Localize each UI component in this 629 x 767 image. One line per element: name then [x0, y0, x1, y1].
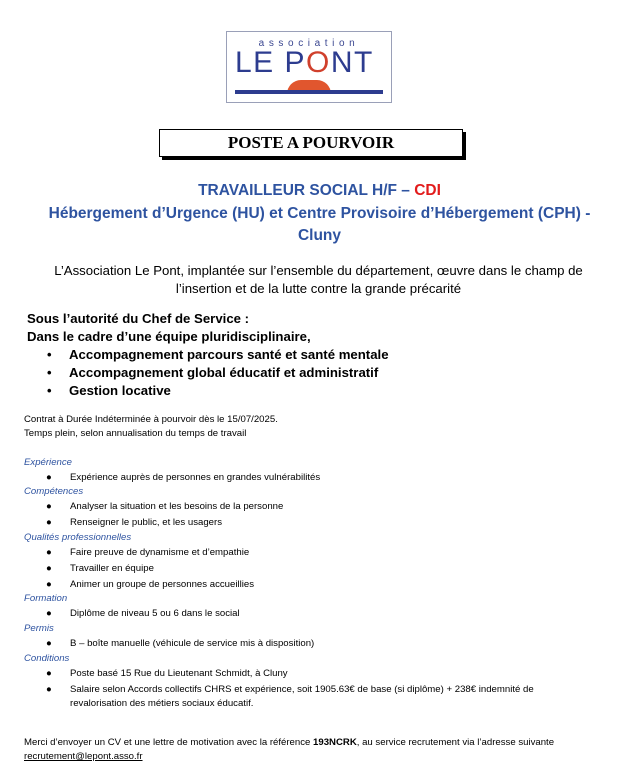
association-logo: [226, 31, 392, 103]
contract-line: Contrat à Durée Indéterminée à pourvoir dès le 15/07/2025.: [24, 414, 278, 425]
intro-line: L’Association Le Pont, implantée sur l’ensemble du département, œuvre dans le champ de: [54, 263, 583, 278]
logo-name-part2: NT: [330, 46, 374, 79]
section-label-conditions: Conditions: [24, 653, 70, 664]
job-location-line: Hébergement d’Urgence (HU) et Centre Provisoire d’Hébergement (CPH) -: [48, 205, 591, 222]
section-label-competences: Compétences: [24, 486, 84, 497]
post-title-box: POSTE A POURVOIR: [159, 129, 463, 157]
logo-name-o: O: [306, 46, 331, 79]
footer-text: , au service recrutement via l’adresse suivante: [356, 737, 555, 748]
job-city: Cluny: [297, 227, 342, 244]
bullet-icon: ●: [46, 472, 52, 483]
contract-type-badge: CDI: [414, 182, 441, 199]
list-item: Renseigner le public, et les usagers: [70, 517, 222, 528]
bullet-icon: ●: [46, 501, 52, 512]
job-title: [18, 182, 621, 200]
mission-list: [47, 347, 389, 401]
section-label-qualities: Qualités professionnelles: [24, 532, 132, 543]
logo-bridge-band: [235, 90, 383, 94]
bullet-icon: ●: [46, 579, 52, 590]
section-label-permis: Permis: [24, 623, 54, 634]
bullet-icon: ●: [46, 517, 52, 528]
list-item: Analyser la situation et les besoins de la personne: [70, 501, 284, 512]
application-instructions: [24, 737, 554, 748]
section-label-formation: Formation: [24, 593, 68, 604]
section-label-experience: Expérience: [24, 457, 72, 468]
bullet-icon: ●: [46, 684, 52, 695]
list-item: Expérience auprès de personnes en grandes vulnérabilités: [70, 472, 321, 483]
mission-item: • Accompagnement global éducatif et administratif: [47, 365, 389, 383]
intro-line: l’insertion et de la lutte contre la grande précarité: [175, 281, 462, 296]
bullet-icon: ●: [46, 547, 52, 558]
contract-line: Temps plein, selon annualisation du temps de travail: [24, 428, 247, 439]
bullet-icon: ●: [46, 563, 52, 574]
recruitment-email-link[interactable]: recrutement@lepont.asso.fr: [24, 751, 143, 762]
list-item: Travailler en équipe: [70, 563, 154, 574]
mission-context: Dans le cadre d’une équipe pluridisciplinaire,: [27, 329, 311, 344]
list-item: Salaire selon Accords collectifs CHRS et expérience, soit 1905.63€ de base (si diplôme) + 238€ indemnité de: [70, 684, 534, 695]
list-item: Animer un groupe de personnes accueillies: [70, 579, 254, 590]
logo-name: [235, 46, 374, 80]
list-item: Diplôme de niveau 5 ou 6 dans le social: [70, 608, 240, 619]
job-title-text: TRAVAILLEUR SOCIAL H/F –: [198, 182, 415, 199]
list-item: B – boîte manuelle (véhicule de service mis à disposition): [70, 638, 315, 649]
mission-item: • Gestion locative: [47, 383, 389, 401]
logo-association-text: association: [258, 38, 360, 49]
list-item: Poste basé 15 Rue du Lieutenant Schmidt, à Cluny: [70, 668, 288, 679]
list-item: Faire preuve de dynamisme et d’empathie: [70, 547, 250, 558]
intro-paragraph: [18, 262, 619, 298]
reference-code: 193NCRK: [313, 737, 357, 748]
mission-item: • Accompagnement parcours santé et santé mentale: [47, 347, 389, 365]
logo-name-part1: LE P: [235, 46, 307, 79]
footer-text: Merci d’envoyer un CV et une lettre de motivation avec la référence: [24, 737, 314, 748]
bullet-icon: ●: [46, 608, 52, 619]
bullet-icon: ●: [46, 668, 52, 679]
mission-authority: Sous l’autorité du Chef de Service :: [27, 311, 250, 326]
bullet-icon: ●: [46, 638, 52, 649]
list-item-continuation: revalorisation des métiers sociaux éducatif.: [70, 698, 254, 709]
